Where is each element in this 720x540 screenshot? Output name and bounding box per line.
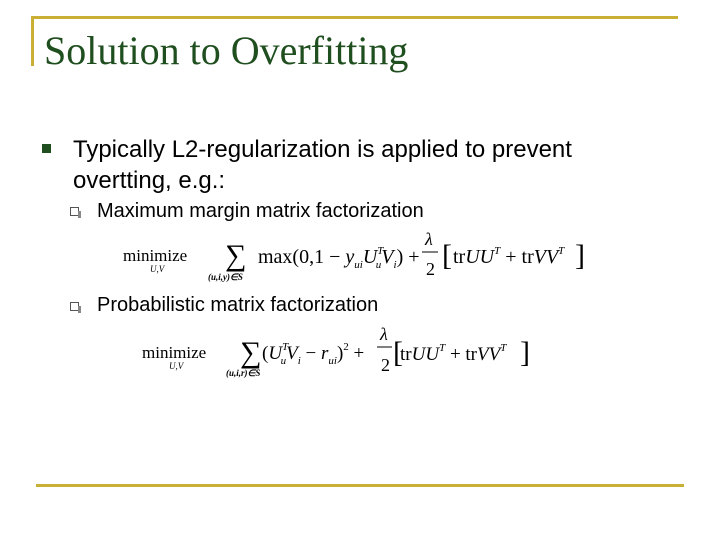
eq2-minimize: minimize <box>142 343 207 362</box>
frame-top-rule <box>31 16 678 19</box>
sub-bullet-text-1: Maximum margin matrix factorization <box>97 200 424 222</box>
bullet-main-text <box>73 134 572 196</box>
eq1-under-sum: (u,i,y)∈S <box>208 272 243 282</box>
eq1-body: $\max(0,1 - y_{ui}U^T$ $uV_i$) + <box>258 245 420 271</box>
eq2-trace-terms: trUU$^T$ + trVV$^T$ <box>400 342 507 365</box>
eq1-bracket-left: [ <box>442 239 452 272</box>
eq1-sum: ∑ <box>225 239 247 272</box>
sub-bullet-icon <box>70 302 79 311</box>
eq2-body: ($U^T$ $uV_i - r_{ui})^2$ + <box>262 341 365 367</box>
eq2-lambda: λ <box>380 324 388 344</box>
equation-mmmf <box>120 225 590 285</box>
bullet-main-line1: Typically L2-regularization is applied to prevent <box>73 136 572 163</box>
eq1-under-min: U,V <box>150 264 165 274</box>
eq2-two: 2 <box>381 355 390 375</box>
eq1-two: 2 <box>426 259 435 279</box>
eq2-sum: ∑ <box>240 336 262 369</box>
eq2-bracket-left: [ <box>393 336 403 369</box>
bullet-main-line2: overtting, e.g.: <box>73 167 226 194</box>
sub-bullet-text-2: Probabilistic matrix factorization <box>97 294 379 316</box>
eq2-under-min: U,V <box>169 361 184 371</box>
equation-pmf <box>140 322 540 382</box>
eq1-minimize: minimize <box>123 246 188 265</box>
bullet-square-icon <box>42 144 51 153</box>
sub-bullet-icon <box>70 207 79 216</box>
frame-left-rule <box>31 16 34 66</box>
eq1-lambda: λ <box>425 229 433 249</box>
eq1-trace-terms: trUU$^T$ + trVV$^T$ <box>453 245 565 268</box>
eq2-under-sum: (u,i,r)∈S <box>226 368 261 378</box>
frame-bottom-rule <box>36 484 684 487</box>
eq2-bracket-right: ] <box>520 336 530 369</box>
eq1-bracket-right: ] <box>575 239 585 272</box>
slide-title: Solution to Overfitting <box>44 28 409 73</box>
